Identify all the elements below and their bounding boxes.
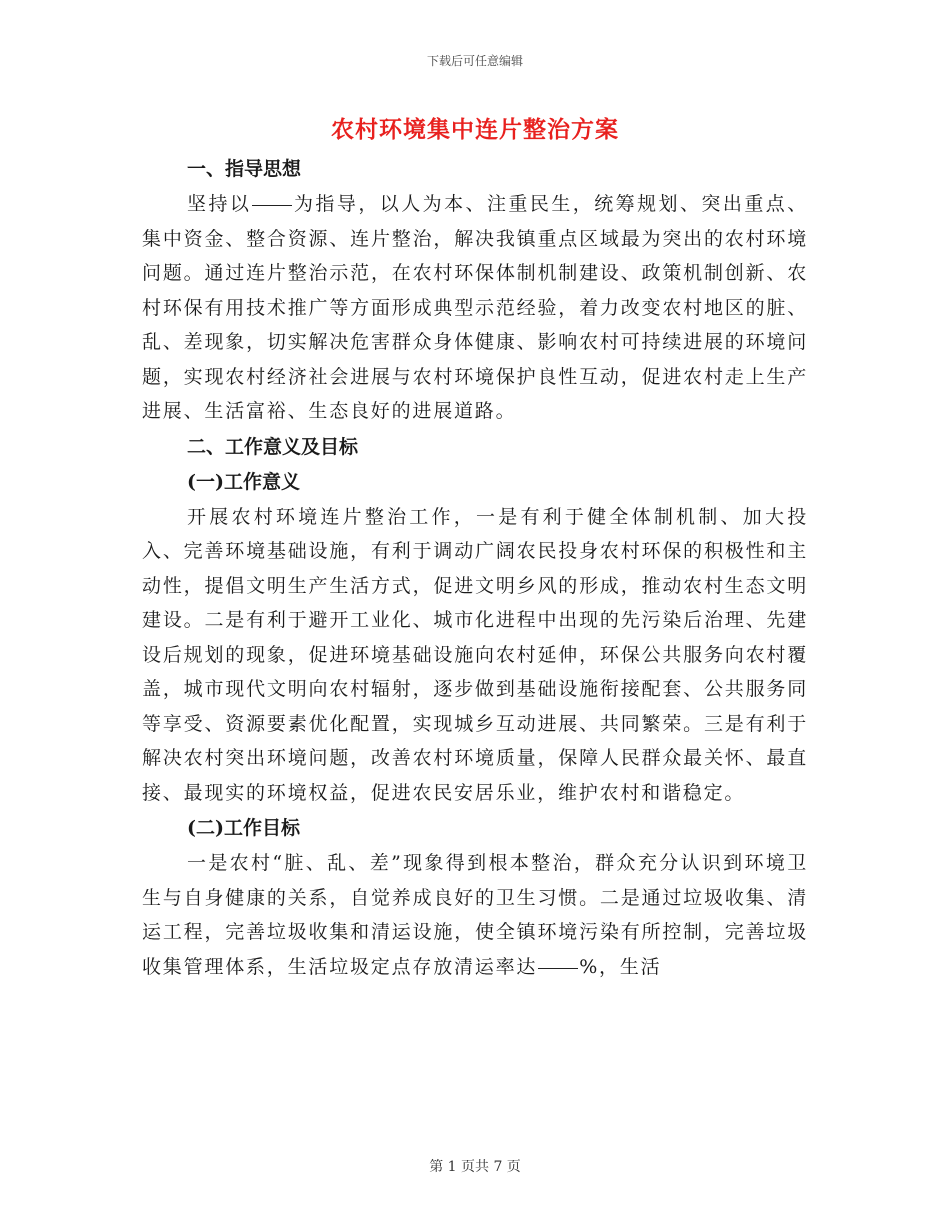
document-title: 农村环境集中连片整治方案 — [331, 116, 619, 143]
paragraph-text: 为指导，以人为本、注重民生，统筹规划、突出重点、集中资金、整合资源、连片整治，解决我镇重点区域最为突出的农村环境问题。通过连片整治示范，在农村环保体制机制建设、政策机制创新、农村环保有用技术推广等方面形成典型示范经验，着力改变农村地区的脏、乱、差现象，切实解决危害群众身体健康、影响农村可持续进展的环境问题，实现农村经济社会进展与农村环境保护良性互动，促进农村走上生产进展、生活富裕、生态良好的进展道路。 — [142, 193, 809, 422]
page-header: 下载后可任意编辑 — [426, 54, 523, 68]
paragraph-goals — [142, 846, 808, 984]
paragraph-text: 一是农村“脏、乱、差”现象得到根本整治，群众充分认识到环境卫生与自身健康的关系，自觉养成良好的卫生习惯。二是通过垃圾收集、清运工程，完善垃圾收集和清运设施，使全镇环境污染有所控制，完善垃圾收集管理体系，生活垃圾定点存放清运率达 — [142, 852, 808, 978]
section-heading-significance-goals: 二、工作意义及目标 — [187, 435, 359, 458]
page-footer: 第 1 页共 7 页 — [429, 1159, 521, 1175]
subsection-heading-significance: (一)工作意义 — [187, 470, 300, 493]
subsection-heading-goals: (二)工作目标 — [187, 817, 300, 839]
section-heading-guiding-thought: 一、指导思想 — [187, 158, 302, 180]
paragraph-significance: 开展农村环境连片整治工作，一是有利于健全体制机制、加大投入、完善环境基础设施，有利于调动广阔农民投身农村环保的积极性和主动性，提倡文明生产生活方式，促进文明乡风的形成，推动农村生态文明建设。二是有利于避开工业化、城市化进程中出现的先污染后治理、先建设后规划的现象，促进环境基础设施向农村延伸，环保公共服务向农村覆盖，城市现代文明向农村辐射，逐步做到基础设施衔接配套、公共服务同等享受、资源要素优化配置，实现城乡互动进展、共同繁荣。三是有利于解决农村突出环境问题，改善农村环境质量，保障人民群众最关怀、最直接、最现实的环境权益，促进农民安居乐业，维护农村和谐稳定。 — [142, 505, 808, 804]
paragraph-text: 坚持以 — [187, 193, 252, 215]
fill-in-blank — [252, 204, 292, 206]
fill-in-blank — [538, 967, 578, 969]
paragraph-guiding-thought — [142, 187, 808, 429]
document-body — [142, 152, 808, 985]
paragraph-text: %，生活 — [579, 955, 662, 978]
